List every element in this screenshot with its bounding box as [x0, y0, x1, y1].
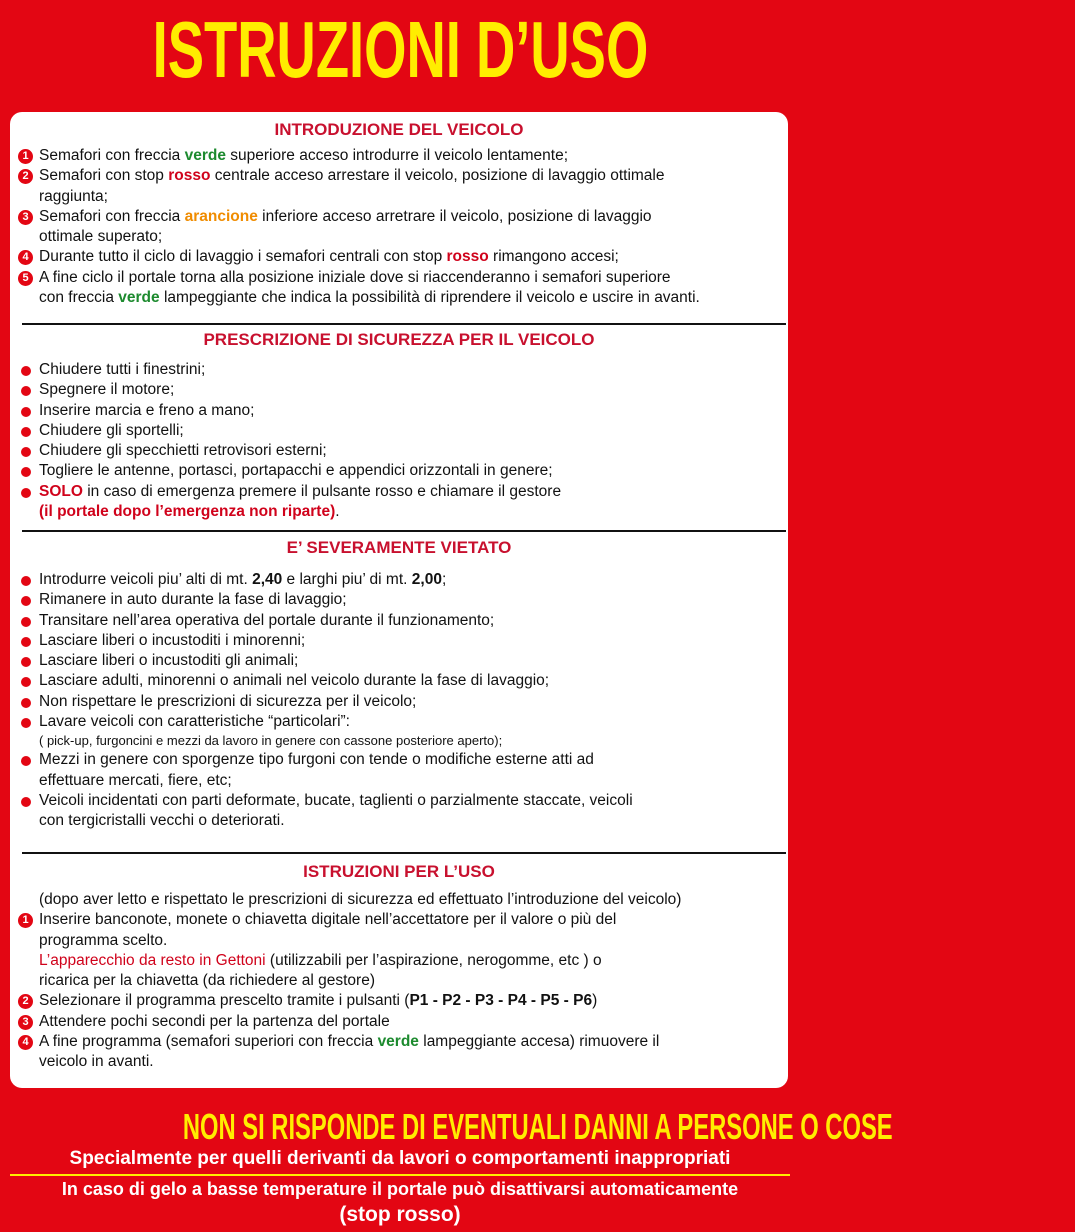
safety-title: PRESCRIZIONE DI SICUREZZA PER IL VEICOLO [203, 330, 595, 349]
bullet-icon [21, 467, 31, 477]
list-item: Spegnere il motore; [10, 380, 788, 400]
list-item: Veicoli incidentati con parti deformate, bucate, taglienti o parzialmente staccate, veicoli con tergicristalli vecchi o deteriorati. [10, 791, 788, 832]
list-item: Inserire marcia e freno a mano; [10, 401, 788, 421]
frost-note: In caso di gelo a basse temperature il portale può disattivarsi automaticamente [61, 1179, 739, 1199]
bullet-icon [21, 756, 31, 766]
list-item: Chiudere tutti i finestrini; [10, 360, 788, 380]
list-item: Lasciare liberi o incustoditi i minorenni; [10, 631, 788, 651]
content-panel [10, 112, 788, 1088]
list-item: 2 Selezionare il programma prescelto tramite i pulsanti (P1 - P2 - P3 - P4 - P5 - P6) [10, 991, 788, 1011]
bullet-icon [21, 576, 31, 586]
usage-title: ISTRUZIONI PER L’USO [303, 862, 495, 881]
bullet-icon [21, 596, 31, 606]
list-item: Lavare veicoli con caratteristiche “particolari”: [10, 712, 788, 732]
disclaimer-subtitle: Specialmente per quelli derivanti da lavori o comportamenti inappropriati [69, 1148, 731, 1169]
list-item: 4 A fine programma (semafori superiori con freccia verde lampeggiante accesa) rimuovere il veicolo in avanti. [10, 1032, 788, 1073]
bullet-icon [21, 386, 31, 396]
list-item: Introdurre veicoli piu’ alti di mt. 2,40 e larghi piu’ di mt. 2,00; [10, 570, 788, 590]
bullet-icon [21, 677, 31, 687]
forbidden-section [10, 538, 788, 832]
intro-title: INTRODUZIONE DEL VEICOLO [274, 120, 524, 139]
list-item: Lasciare liberi o incustoditi gli animali; [10, 651, 788, 671]
safety-section [10, 330, 788, 522]
list-item: Transitare nell’area operativa del portale durante il funzionamento; [10, 611, 788, 631]
list-item: Togliere le antenne, portasci, portapacchi e appendici orizzontali in genere; [10, 461, 788, 481]
list-item: 5 A fine ciclo il portale torna alla posizione iniziale dove si riaccenderanno i semafori superiore con freccia verde lampeggiante che indica la possibilità di riprendere il veicolo e uscire in avanti. [10, 268, 788, 309]
intro-section [10, 120, 788, 308]
number-4-icon: 4 [18, 250, 33, 265]
divider [22, 530, 786, 532]
list-item: 1 Semafori con freccia verde superiore acceso introdurre il veicolo lentamente; [10, 146, 788, 166]
number-4-icon: 4 [18, 1035, 33, 1050]
list-item: Lasciare adulti, minorenni o animali nel veicolo durante la fase di lavaggio; [10, 671, 788, 691]
list-item: 1 Inserire banconote, monete o chiavetta digitale nell’accettatore per il valore o più del programma scelto. L’apparecchio da resto in Gettoni (utilizzabili per l’aspirazione, nerogomme, etc ) o ricarica per la chiavetta (da richiedere al gestore) [10, 910, 788, 991]
number-2-icon: 2 [18, 994, 33, 1009]
page-title: ISTRUZIONI D’USO [152, 5, 648, 94]
list-item: 3 Semafori con freccia arancione inferiore acceso arretrare il veicolo, posizione di lavaggio ottimale superato; [10, 207, 788, 248]
forbidden-title: E’ SEVERAMENTE VIETATO [286, 538, 512, 557]
list-item: 3 Attendere pochi secondi per la partenza del portale [10, 1012, 788, 1032]
bullet-icon [21, 797, 31, 807]
usage-intro: (dopo aver letto e rispettato le prescrizioni di sicurezza ed effettuato l’introduzione del veicolo) [39, 891, 682, 908]
divider [22, 323, 786, 325]
list-item: 2 Semafori con stop rosso centrale acceso arrestare il veicolo, posizione di lavaggio ottimale raggiunta; [10, 166, 788, 207]
header [0, 0, 800, 100]
bullet-icon [21, 366, 31, 376]
number-3-icon: 3 [18, 1015, 33, 1030]
list-item: Non rispettare le prescrizioni di sicurezza per il veicolo; [10, 692, 788, 712]
list-item: Chiudere gli specchietti retrovisori esterni; [10, 441, 788, 461]
number-1-icon: 1 [18, 913, 33, 928]
bullet-icon [21, 617, 31, 627]
list-item: Rimanere in auto durante la fase di lavaggio; [10, 590, 788, 610]
bullet-icon [21, 637, 31, 647]
bullet-icon [21, 447, 31, 457]
list-item: SOLO in caso di emergenza premere il pulsante rosso e chiamare il gestore (il portale dopo l’emergenza non riparte). [10, 482, 788, 523]
bullet-icon [21, 698, 31, 708]
forbidden-note: ( pick-up, furgoncini e mezzi da lavoro in genere con cassone posteriore aperto); [39, 733, 503, 749]
list-item: 4 Durante tutto il ciclo di lavaggio i semafori centrali con stop rosso rimangono accesi; [10, 247, 788, 267]
frost-note-stop: (stop rosso) [339, 1203, 461, 1226]
bullet-icon [21, 718, 31, 728]
footer-divider [10, 1174, 790, 1176]
disclaimer-heading: NON SI RISPONDE DI EVENTUALI DANNI A PERSONE O COSE [182, 1106, 893, 1147]
number-2-icon: 2 [18, 169, 33, 184]
bullet-icon [21, 427, 31, 437]
bullet-icon [21, 657, 31, 667]
bullet-icon [21, 407, 31, 417]
list-item: Chiudere gli sportelli; [10, 421, 788, 441]
list-item: Mezzi in genere con sporgenze tipo furgoni con tende o modifiche esterne atti ad effettuare mercati, fiere, etc; [10, 750, 788, 791]
usage-section [10, 862, 788, 1073]
number-3-icon: 3 [18, 210, 33, 225]
number-1-icon: 1 [18, 149, 33, 164]
number-5-icon: 5 [18, 271, 33, 286]
divider [22, 852, 786, 854]
bullet-icon [21, 488, 31, 498]
